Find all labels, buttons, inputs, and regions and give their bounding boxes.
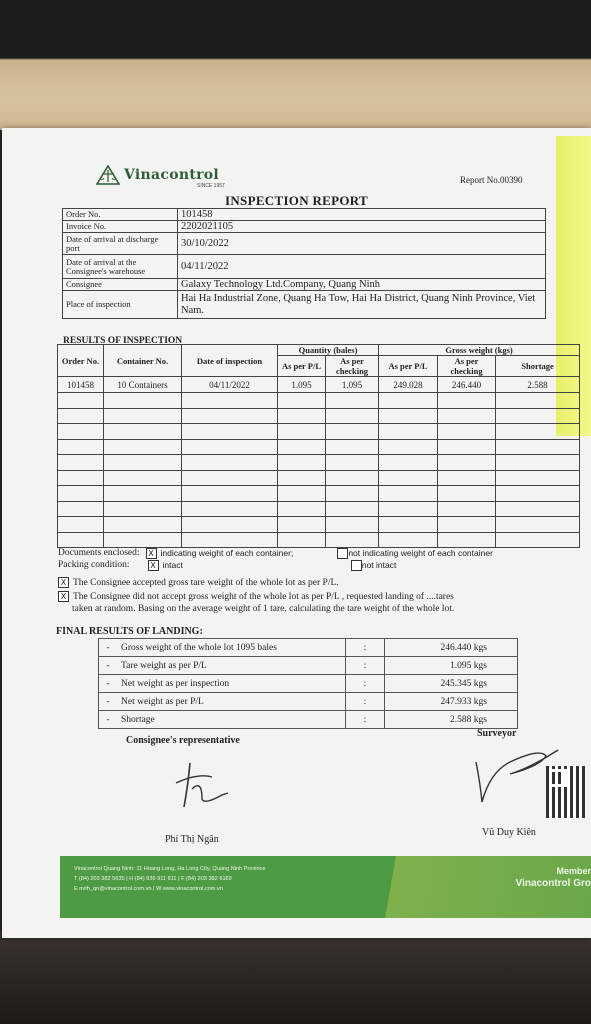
info-row bbox=[63, 233, 546, 255]
table-row bbox=[58, 377, 580, 393]
info-row bbox=[63, 279, 546, 291]
order-info-table bbox=[62, 208, 546, 319]
info-label: Invoice No. bbox=[63, 221, 178, 233]
cell-gw-check: 246.440 bbox=[438, 377, 496, 393]
empty-row bbox=[58, 439, 580, 455]
cell-date: 04/11/2022 bbox=[182, 377, 278, 393]
info-value: Galaxy Technology Ltd.Company, Quang Ninh bbox=[178, 279, 546, 291]
final-amount: 1.095 kgs bbox=[385, 657, 518, 675]
info-value: 2202021105 bbox=[178, 221, 546, 233]
empty-row bbox=[58, 424, 580, 440]
table-row bbox=[99, 657, 518, 675]
scales-logo-icon bbox=[96, 165, 120, 185]
consignee-signature bbox=[168, 755, 248, 815]
col-gw-check: As per checking bbox=[438, 356, 496, 377]
table-row bbox=[99, 693, 518, 711]
table-row bbox=[99, 711, 518, 729]
row-colon: : bbox=[346, 693, 385, 711]
final-amount: 2.588 kgs bbox=[385, 711, 518, 729]
info-label: Date of arrival at the Consignee's warehouse bbox=[63, 255, 178, 279]
cell-gw-pl: 249.028 bbox=[379, 377, 438, 393]
col-order-no: Order No. bbox=[58, 345, 104, 377]
info-row bbox=[63, 209, 546, 221]
info-value: 30/10/2022 bbox=[178, 233, 546, 255]
final-amount: 247.933 kgs bbox=[385, 693, 518, 711]
results-header-row bbox=[58, 345, 580, 356]
final-item: Shortage bbox=[117, 711, 346, 729]
empty-row bbox=[58, 393, 580, 409]
cell-qty-check: 1.095 bbox=[326, 377, 379, 393]
empty-row bbox=[58, 532, 580, 548]
row-dash: - bbox=[99, 693, 118, 711]
clause-accepted bbox=[58, 577, 578, 589]
surveyor-label: Surveyor bbox=[477, 728, 517, 739]
info-row bbox=[63, 291, 546, 319]
checkbox-indicating-weight[interactable]: X bbox=[146, 548, 157, 559]
info-label: Date of arrival at discharge port bbox=[63, 233, 178, 255]
cell-shortage: 2.588 bbox=[496, 377, 580, 393]
clause-not-accepted-text-2: taken at random. Basing on the average weight of 1 tare, calculating the tare weight of the whole lot. bbox=[72, 604, 455, 614]
cell-container-no: 10 Containers bbox=[104, 377, 182, 393]
table-row bbox=[99, 639, 518, 657]
row-dash: - bbox=[99, 639, 118, 657]
final-results-table bbox=[98, 638, 518, 729]
empty-row bbox=[58, 455, 580, 471]
packing-condition-label: Packing condition: bbox=[58, 560, 130, 570]
info-value: Hai Ha Industrial Zone, Quang Ha Tow, Hai Ha District, Quang Ninh Province, Viet Nam. bbox=[178, 291, 546, 319]
clause-not-accepted bbox=[58, 591, 578, 615]
documents-enclosed-row bbox=[58, 547, 578, 559]
option-not-indicating-weight: not indicating weight of each container bbox=[348, 548, 493, 558]
final-item: Gross weight of the whole lot 1095 bales bbox=[117, 639, 346, 657]
results-table bbox=[57, 344, 580, 548]
info-label: Place of inspection bbox=[63, 291, 178, 319]
row-colon: : bbox=[346, 657, 385, 675]
report-number: Report No.00390 bbox=[460, 175, 523, 185]
consignee-rep-name: Phí Thị Ngân bbox=[165, 834, 219, 845]
option-intact: intact bbox=[162, 560, 183, 570]
final-amount: 245.345 kgs bbox=[385, 675, 518, 693]
qr-code-icon bbox=[546, 766, 586, 818]
empty-row bbox=[58, 517, 580, 533]
col-qty-pl: As per P/L bbox=[278, 356, 326, 377]
info-value: 04/11/2022 bbox=[178, 255, 546, 279]
checkbox-not-accepted[interactable]: X bbox=[58, 591, 69, 602]
col-qty-check: As per checking bbox=[326, 356, 379, 377]
checkbox-intact[interactable]: X bbox=[148, 560, 159, 571]
packing-condition-row bbox=[58, 559, 578, 571]
info-label: Order No. bbox=[63, 209, 178, 221]
col-shortage: Shortage bbox=[496, 356, 580, 377]
logo-text: Vinacontrol bbox=[124, 167, 220, 183]
final-amount: 246.440 kgs bbox=[385, 639, 518, 657]
empty-row bbox=[58, 408, 580, 424]
footer-phones: T (84) 203 382 5635 | H (84) 936 911 611 | F (84) 203 382 6169 bbox=[74, 876, 232, 882]
final-item: Net weight as per inspection bbox=[117, 675, 346, 693]
final-results-title: FINAL RESULTS OF LANDING: bbox=[56, 626, 203, 637]
checkbox-accepted[interactable]: X bbox=[58, 577, 69, 588]
row-dash: - bbox=[99, 657, 118, 675]
checkbox-not-intact[interactable] bbox=[351, 560, 362, 571]
row-dash: - bbox=[99, 675, 118, 693]
logo-since: SINCE 1957 bbox=[197, 183, 225, 189]
col-date: Date of inspection bbox=[182, 345, 278, 377]
surveyor-name: Vũ Duy Kiên bbox=[482, 827, 536, 838]
consignee-rep-label: Consignee's representative bbox=[126, 735, 240, 746]
table-row bbox=[99, 675, 518, 693]
checkbox-not-indicating-weight[interactable] bbox=[337, 548, 348, 559]
final-item: Net weight as per P/L bbox=[117, 693, 346, 711]
desk-background-bottom bbox=[0, 930, 591, 1024]
footer-address: Vinacontrol Quang Ninh: 11 Hoang Long, Ha Long City, Quang Ninh Province bbox=[74, 866, 266, 872]
empty-row bbox=[58, 486, 580, 502]
info-row bbox=[63, 255, 546, 279]
cell-qty-pl: 1.095 bbox=[278, 377, 326, 393]
option-indicating-weight: indicating weight of each container; bbox=[160, 548, 294, 558]
row-colon: : bbox=[346, 639, 385, 657]
info-label: Consignee bbox=[63, 279, 178, 291]
footer-member: Member bbox=[556, 866, 591, 876]
desk-background-top bbox=[0, 0, 591, 130]
empty-row bbox=[58, 470, 580, 486]
cell-order-no: 101458 bbox=[58, 377, 104, 393]
info-row bbox=[63, 221, 546, 233]
row-colon: : bbox=[346, 675, 385, 693]
footer-banner bbox=[60, 856, 591, 918]
empty-row bbox=[58, 501, 580, 517]
documents-enclosed-label: Documents enclosed: bbox=[58, 548, 140, 558]
footer-contact: E nvth_qn@vinacontrol.com.vn | W www.vinacontrol.com.vn bbox=[74, 886, 223, 892]
final-item: Tare weight as per P/L bbox=[117, 657, 346, 675]
documents-section bbox=[58, 547, 578, 571]
col-gross-weight: Gross weight (kgs) bbox=[379, 345, 580, 356]
row-colon: : bbox=[346, 711, 385, 729]
option-not-intact: not intact bbox=[361, 560, 397, 570]
company-logo bbox=[96, 165, 219, 185]
clause-accepted-text: The Consignee accepted gross tare weight of the whole lot as per P/L. bbox=[73, 578, 339, 588]
clause-not-accepted-text: The Consignee did not accept gross weight of the whole lot as per P/L , requested landing of ....tares bbox=[73, 592, 454, 602]
col-container-no: Container No. bbox=[104, 345, 182, 377]
results-title: RESULTS OF INSPECTION bbox=[63, 336, 183, 346]
col-gw-pl: As per P/L bbox=[379, 356, 438, 377]
footer-group: Vinacontrol Gro bbox=[515, 878, 591, 889]
row-dash: - bbox=[99, 711, 118, 729]
col-quantity: Quantity (bales) bbox=[278, 345, 379, 356]
page-title: INSPECTION REPORT bbox=[225, 193, 368, 208]
info-value: 101458 bbox=[178, 209, 546, 221]
